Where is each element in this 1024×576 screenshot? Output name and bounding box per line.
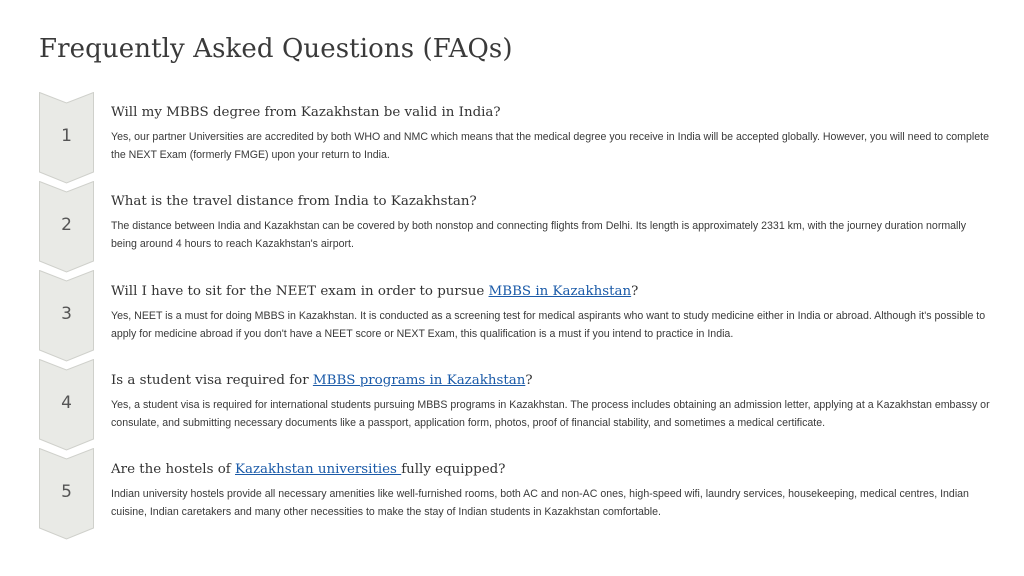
faq-question: [111, 461, 991, 479]
question-text: Is a student visa required for: [111, 373, 313, 388]
step-number: 1: [61, 126, 72, 146]
faq-question: [111, 283, 991, 301]
faq-item-4: [111, 372, 991, 432]
step-chevron-2: [39, 181, 94, 273]
question-text: Will my MBBS degree from Kazakhstan be valid in India?: [111, 105, 501, 120]
mbbs-in-kazakhstan-link[interactable]: MBBS in Kazakhstan: [488, 284, 632, 299]
page-title: Frequently Asked Questions (FAQs): [39, 34, 513, 64]
faq-question: [111, 372, 991, 390]
step-number: 2: [61, 215, 72, 235]
faq-answer: Yes, NEET is a must for doing MBBS in Kazakhstan. It is conducted as a screening test for medical aspirants who want to study medicine either in India or abroad. Although it's possible to apply for medicine abroad if you don't have a NEET score or NEXT Exam, this qualification is a must if you intend to practice in India.: [111, 310, 986, 340]
faq-item-2: [111, 193, 991, 253]
step-number: 5: [61, 482, 72, 502]
faq-item-1: [111, 104, 991, 164]
faq-answer: Yes, a student visa is required for international students pursuing MBBS programs in Kazakhstan. The process includes obtaining an admission letter, applying at a Kazakhstan embassy or consulate, and submitting necessary documents like a passport, application form, photos, proof of financial stability, and sometimes a medical certificate.: [111, 399, 990, 429]
step-chevron-5: [39, 448, 94, 540]
question-text: What is the travel distance from India to Kazakhstan?: [111, 194, 477, 209]
step-number: 4: [61, 393, 72, 413]
faq-item-5: [111, 461, 991, 521]
step-number: 3: [61, 304, 72, 324]
step-chevron-1: [39, 92, 94, 184]
mbbs-programs-link[interactable]: MBBS programs in Kazakhstan: [312, 373, 526, 388]
faq-question: [111, 193, 991, 211]
question-text-end: fully equipped?: [401, 462, 506, 477]
question-text-end: ?: [525, 373, 533, 388]
faq-question: [111, 104, 991, 122]
faq-answer: Indian university hostels provide all necessary amenities like well-furnished rooms, both AC and non-AC ones, high-speed wifi, laundry services, housekeeping, medical centres, Indian cuisine, Indian caretakers and many other necessities to make the stay of Indian students in Kazakhstan comfortable.: [111, 488, 969, 518]
question-text-end: ?: [631, 284, 639, 299]
question-text: Will I have to sit for the NEET exam in order to pursue: [111, 284, 489, 299]
step-chevron-4: [39, 359, 94, 451]
faq-answer: Yes, our partner Universities are accredited by both WHO and NMC which means that the medical degree you receive in India will be accepted globally. However, you will need to complete the NEXT Exam (formerly FMGE) upon your return to India.: [111, 131, 989, 161]
question-text: Are the hostels of: [111, 462, 235, 477]
kazakhstan-universities-link[interactable]: Kazakhstan universities: [235, 462, 402, 477]
faq-item-3: [111, 283, 991, 343]
step-chevron-3: [39, 270, 94, 362]
faq-answer: The distance between India and Kazakhstan can be covered by both nonstop and connecting flights from Delhi. Its length is approximately 2331 km, with the journey duration normally being around 4 hours to reach Kazakhstan's airport.: [111, 220, 967, 250]
